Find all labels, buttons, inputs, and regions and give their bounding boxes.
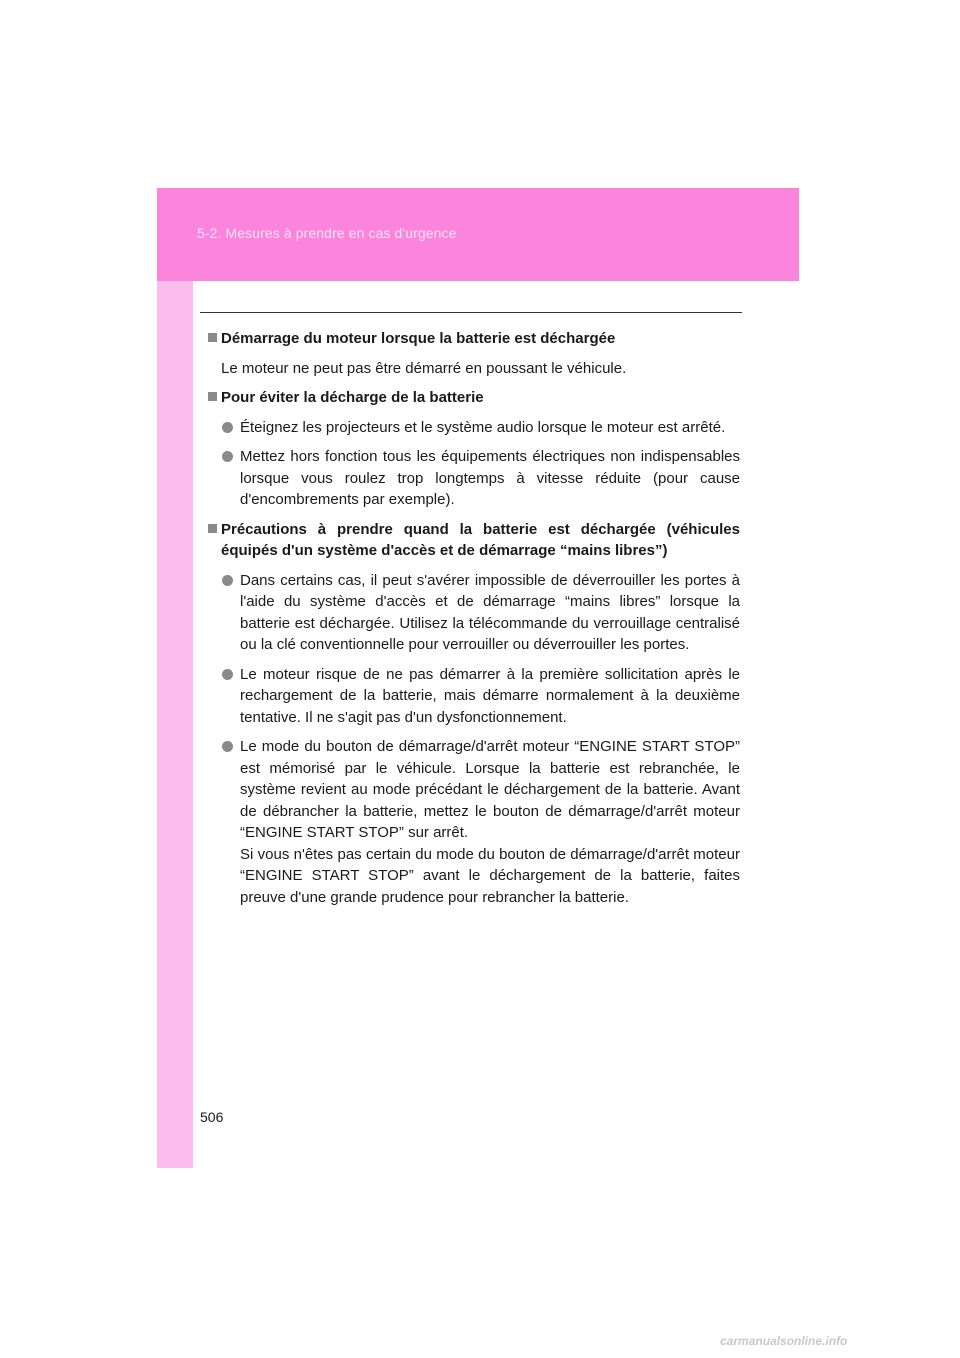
section-prevent-discharge [208,387,740,511]
bullet-item: Le moteur risque de ne pas démarrer à la première sollicitation après le rechargement de la batterie, mais démarre normalement à la deuxième tentative. Il ne s'agit pas d'un dysfonctionnement. [208,664,740,729]
section-heading: Précautions à prendre quand la batterie est déchargée (véhicules équipés d'un système d'accès et de démarrage “mains libres”) [208,519,740,562]
section-battery-start [208,328,740,379]
page-number: 506 [200,1109,224,1125]
round-bullet-icon [222,669,233,680]
page-content [208,328,740,916]
round-bullet-icon [222,422,233,433]
section-precautions [208,519,740,909]
square-bullet-icon [208,524,217,533]
bullet-continuation: Si vous n'êtes pas certain du mode du bouton de démarrage/d'arrêt moteur “ENGINE START STOP” avant le déchargement de la batterie, faites preuve d'une grande prudence pour rebrancher la batterie. [240,845,740,906]
square-bullet-icon [208,333,217,342]
bullet-item: Mettez hors fonction tous les équipements électriques non indispensables lorsque vous roulez trop longtemps à vitesse réduite (pour cause d'encombrements par exemple). [208,446,740,511]
section-title: 5-2. Mesures à prendre en cas d'urgence [197,225,457,241]
watermark: carmanualsonline.info [720,1334,848,1348]
bullet-item: Dans certains cas, il peut s'avérer impossible de déverrouiller les portes à l'aide du système d'accès et de démarrage “mains libres” lorsque la batterie est déchargée. Utilisez la télécommande du verrouillage centralisé ou la clé conventionnelle pour verrouiller ou déverrouiller les portes. [208,570,740,656]
bullet-item: Éteignez les projecteurs et le système audio lorsque le moteur est arrêté. [208,417,740,439]
square-bullet-icon [208,392,217,401]
body-text: Le moteur ne peut pas être démarré en poussant le véhicule. [221,359,627,377]
section-heading: Pour éviter la décharge de la batterie [208,387,740,409]
side-strip [157,281,193,1168]
bullet-item: Le mode du bouton de démarrage/d'arrêt moteur “ENGINE START STOP” est mémorisé par le véhicule. Lorsque la batterie est rebranchée, le système revient au mode précédant le déchargement de la batterie. Avant de débrancher la batterie, mettez le bouton de démarrage/d'arrêt moteur “ENGINE START STOP” sur arrêt. Si vous n'êtes pas certain du mode du bouton de démarrage/d'arrêt moteur “ENGINE START STOP” avant le déchargement de la batterie, faites preuve d'une grande prudence pour rebrancher la batterie. [208,736,740,908]
round-bullet-icon [222,741,233,752]
round-bullet-icon [222,451,233,462]
header-band [157,188,799,281]
section-heading: Démarrage du moteur lorsque la batterie est déchargée [208,328,740,350]
divider-rule [200,312,742,313]
round-bullet-icon [222,575,233,586]
